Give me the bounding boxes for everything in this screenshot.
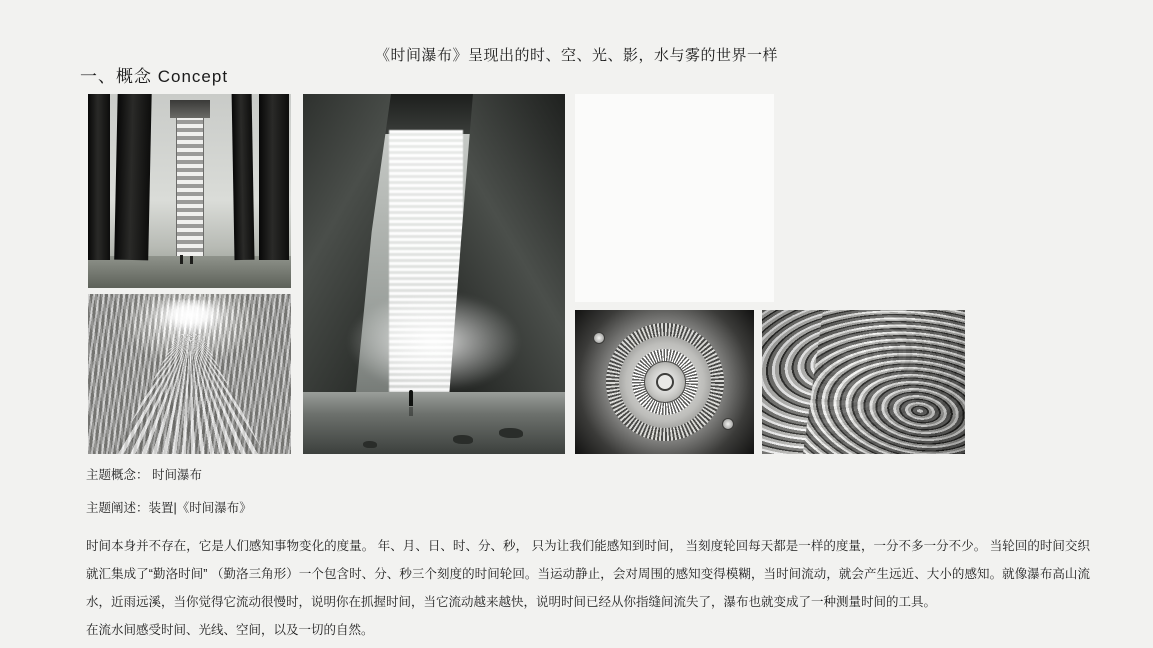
water-plume xyxy=(142,300,238,450)
image-venn-triangle-diagram xyxy=(575,94,774,302)
shoreline xyxy=(303,392,565,454)
caption-theme-statement: 主题阐述：装置|《时间瀑布》 xyxy=(86,501,252,515)
banner-title: 《时间瀑布》呈现出的时、空、光、影，水与雾的世界一样 xyxy=(374,47,778,64)
mist-cloud xyxy=(343,252,545,402)
tree-trunk xyxy=(259,94,289,260)
tree-trunk xyxy=(114,94,152,260)
body-paragraph-1: 时间本身并不存在，它是人们感知事物变化的度量。 年、月、日、时、分、秒， 只为让我们能感知到时间， 当刻度轮回每天都是一样的度量，一分不多一分不少。 当轮回的时间交织就汇集成了“勤洛时间” （勤洛三角形）一个包含时、分、秒三个刻度的时间轮回。当运动静止，会对周围的感知变得模糊，当时间流动，就会产生远近、大小的感知。就像瀑布高山流水，近雨远溪，当你觉得它流动很慢时，说明你在抓握时间，当它流动越来越快，说明时间已经从你指缝间流失了，瀑布也就变成了一种测量时间的工具。 xyxy=(86,539,1090,609)
diagram-backdrop xyxy=(575,94,774,302)
image-water-shoot xyxy=(88,294,291,454)
image-large-waterfall xyxy=(303,94,565,454)
rock xyxy=(363,441,377,448)
section-title: 一、概念 Concept xyxy=(80,67,229,86)
body-text xyxy=(86,532,1090,644)
caption-theme-concept: 主题概念： 时间瀑布 xyxy=(86,468,202,482)
person-silhouette xyxy=(409,390,413,406)
image-tower-between-trees xyxy=(88,94,291,288)
person-reflection xyxy=(409,407,413,416)
rock xyxy=(453,435,473,444)
image-gallery xyxy=(88,94,1066,454)
gear-screw xyxy=(722,418,734,430)
person-silhouette xyxy=(180,255,183,264)
body-paragraph-2: 在流水间感受时间、光线、空间，以及一切的自然。 xyxy=(86,623,374,637)
person-silhouette xyxy=(190,256,193,264)
tree-trunk xyxy=(232,94,255,260)
gear-screw xyxy=(593,332,605,344)
tower-structure xyxy=(176,108,204,256)
image-ripple-contour xyxy=(762,310,965,454)
image-watch-movement-gear xyxy=(575,310,754,454)
gear-hub xyxy=(656,373,674,391)
tower-cap xyxy=(170,100,210,118)
ripple-shading xyxy=(762,310,965,454)
tree-trunk xyxy=(88,94,110,260)
rock xyxy=(499,428,523,438)
